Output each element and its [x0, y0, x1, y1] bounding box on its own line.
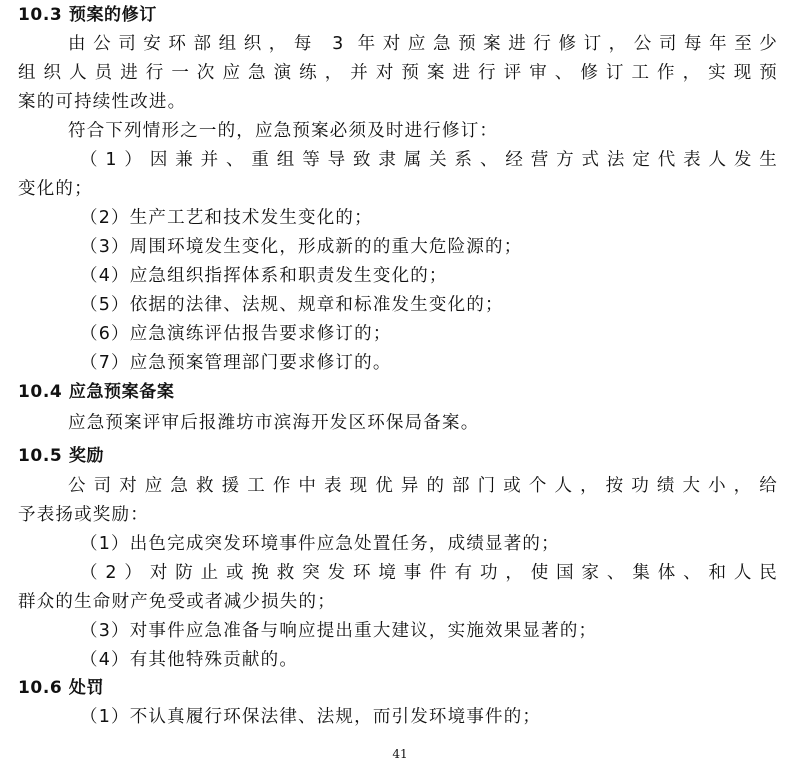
list-item: （1）不认真履行环保法律、法规，而引发环境事件的； — [80, 707, 542, 727]
section-10-5-heading: 10.5 奖励 — [18, 446, 105, 466]
list-item: （4）有其他特殊贡献的。 — [80, 650, 299, 670]
list-item: （5）依据的法律、法规、规章和标准发生变化的； — [80, 295, 504, 315]
section-10-4-heading: 10.4 应急预案备案 — [18, 382, 175, 402]
paragraph-line: 组织人员进行一次应急演练，并对预案进行评审、修订工作，实现预 — [18, 63, 778, 83]
list-item: （1）出色完成突发环境事件应急处置任务，成绩显著的； — [80, 534, 560, 554]
section-10-3-heading: 10.3 预案的修订 — [18, 5, 157, 25]
list-item: （2）生产工艺和技术发生变化的； — [80, 208, 373, 228]
list-item: （7）应急预案管理部门要求修订的。 — [80, 353, 392, 373]
list-item-continuation: 群众的生命财产免受或者减少损失的； — [18, 592, 336, 612]
list-item: （1）因兼并、重组等导致隶属关系、经营方式法定代表人发生 — [80, 150, 778, 170]
paragraph-line: 予表扬或奖励： — [18, 505, 149, 525]
section-10-6-heading: 10.6 处罚 — [18, 678, 105, 698]
list-item: （4）应急组织指挥体系和职责发生变化的； — [80, 266, 448, 286]
page-number: 41 — [392, 747, 408, 761]
paragraph-line: 案的可持续性改进。 — [18, 92, 187, 112]
list-item: （2）对防止或挽救突发环境事件有功，使国家、集体、和人民 — [80, 563, 778, 583]
list-item: （6）应急演练评估报告要求修订的； — [80, 324, 392, 344]
paragraph-line: 由公司安环部组织，每 3 年对应急预案进行修订，公司每年至少 — [68, 34, 778, 54]
list-item-continuation: 变化的； — [18, 179, 93, 199]
paragraph-line: 符合下列情形之一的，应急预案必须及时进行修订： — [68, 121, 499, 141]
paragraph-line: 应急预案评审后报潍坊市滨海开发区环保局备案。 — [68, 413, 480, 433]
list-item: （3）对事件应急准备与响应提出重大建议，实施效果显著的； — [80, 621, 598, 641]
paragraph-line: 公司对应急救援工作中表现优异的部门或个人，按功绩大小，给 — [68, 476, 778, 496]
list-item: （3）周围环境发生变化，形成新的的重大危险源的； — [80, 237, 523, 257]
